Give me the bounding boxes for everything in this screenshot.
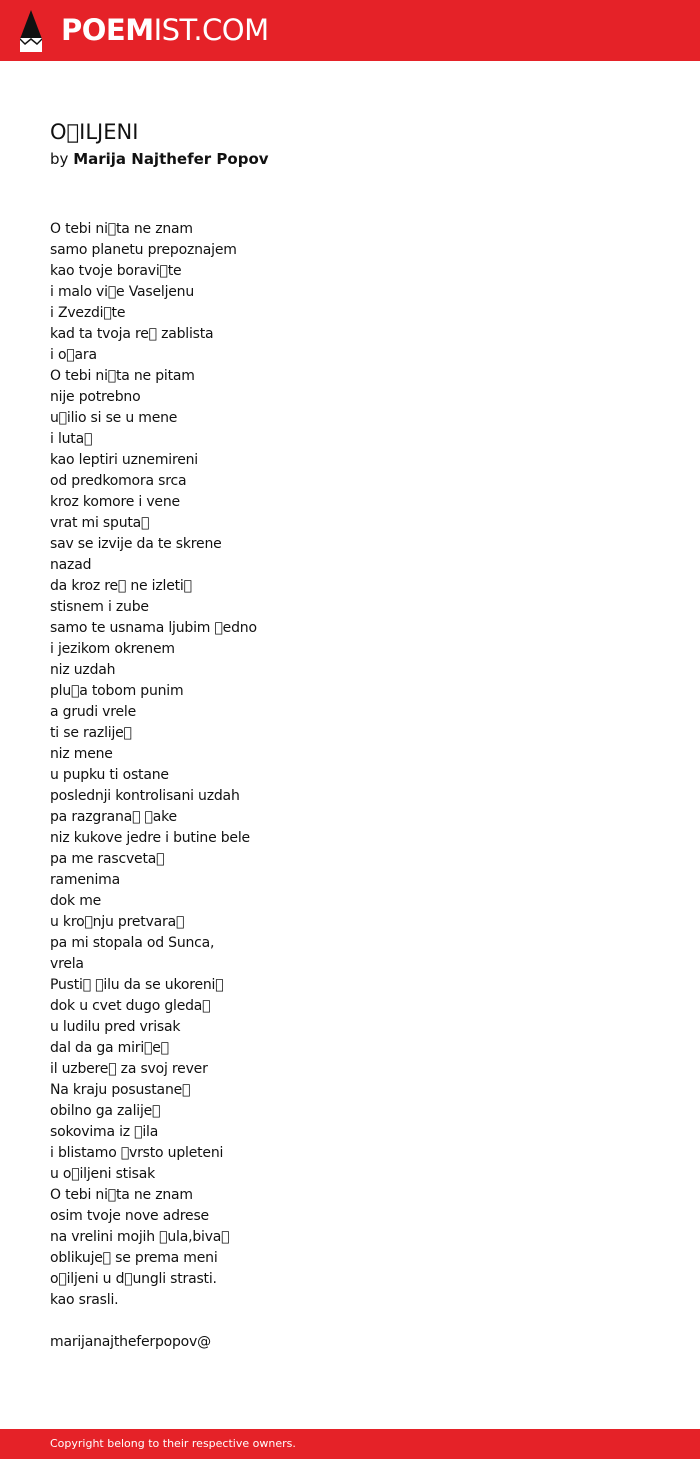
poem-line: O tebi ni ta ne znam bbox=[50, 1187, 193, 1203]
poem-line: i malo vi e Vaseljenu bbox=[50, 284, 195, 300]
poem-line: i Zvezdi te bbox=[50, 305, 126, 321]
site-header bbox=[0, 0, 700, 61]
poem-line: osim tvoje nove adrese bbox=[50, 1208, 209, 1224]
poem-line: kao tvoje boravi te bbox=[50, 263, 182, 279]
poem-line: sav se izvije da te skrene bbox=[50, 536, 222, 552]
poem-line: sokovima iz  ila bbox=[50, 1124, 159, 1140]
poem-line: pa razgrana   ake bbox=[50, 809, 177, 825]
poem-stanza-break bbox=[50, 1311, 257, 1332]
site-logo-text[interactable] bbox=[61, 11, 269, 49]
poem-line: samo te usnama ljubim  edno bbox=[50, 620, 257, 636]
poem-line: u pupku ti ostane bbox=[50, 767, 169, 783]
poem-line: kao srasli. bbox=[50, 1292, 119, 1308]
site-footer bbox=[0, 1429, 700, 1459]
poem-line: pa me rascveta  bbox=[50, 851, 165, 867]
poem-line: u ludilu pred vrisak bbox=[50, 1019, 181, 1035]
poem-line: niz kukove jedre i butine bele bbox=[50, 830, 250, 846]
brand-bold-part: POEM bbox=[61, 13, 154, 47]
poem-line: dok u cvet dugo gleda  bbox=[50, 998, 211, 1014]
poem-line: a grudi vrele bbox=[50, 704, 137, 720]
poem-line: vrela bbox=[50, 956, 84, 972]
poem-line: dok me bbox=[50, 893, 102, 909]
poem-line: niz mene bbox=[50, 746, 113, 762]
poem-line: u ilio si se u mene bbox=[50, 410, 178, 426]
poem-author: Marija Najthefer Popov bbox=[73, 150, 269, 168]
poem-line: il uzbere  za svoj rever bbox=[50, 1061, 208, 1077]
poem-line: marijanajtheferpopov@ bbox=[50, 1334, 211, 1350]
poem-line: nazad bbox=[50, 557, 92, 573]
poem-line: obilno ga zalije  bbox=[50, 1103, 161, 1119]
poem-line: plu a tobom punim bbox=[50, 683, 184, 699]
poem-byline bbox=[50, 148, 269, 170]
poem-line: O tebi ni ta ne znam bbox=[50, 221, 193, 237]
poem-line: kad ta tvoja re  zablista bbox=[50, 326, 214, 342]
poem-line: o iljeni u d ungli strasti. bbox=[50, 1271, 217, 1287]
poem-line: od predkomora srca bbox=[50, 473, 187, 489]
poem-line: O tebi ni ta ne pitam bbox=[50, 368, 195, 384]
poem-line: ti se razlije  bbox=[50, 725, 132, 741]
poem-line: nije potrebno bbox=[50, 389, 141, 405]
poem-title: O ILJENI bbox=[50, 120, 139, 144]
poem-line: i o ara bbox=[50, 347, 97, 363]
poem-line: u kro nju pretvara  bbox=[50, 914, 185, 930]
poem-line: vrat mi sputa  bbox=[50, 515, 150, 531]
pencil-tip-icon[interactable] bbox=[18, 9, 44, 53]
poem-line: i luta  bbox=[50, 431, 93, 447]
poem-line: stisnem i zube bbox=[50, 599, 149, 615]
poem-line: i blistamo  vrsto upleteni bbox=[50, 1145, 224, 1161]
poem-line: poslednji kontrolisani uzdah bbox=[50, 788, 240, 804]
by-label: by bbox=[50, 150, 69, 168]
brand-light-part: IST.COM bbox=[153, 13, 269, 47]
poem-line: u o iljeni stisak bbox=[50, 1166, 156, 1182]
poem-line: i jezikom okrenem bbox=[50, 641, 175, 657]
poem-line: Pusti   ilu da se ukoreni  bbox=[50, 977, 224, 993]
poem-line: dal da ga miri e  bbox=[50, 1040, 169, 1056]
poem-line: pa mi stopala od Sunca, bbox=[50, 935, 215, 951]
copyright-notice: Copyright belong to their respective owners. bbox=[50, 1437, 296, 1450]
poem-line: ramenima bbox=[50, 872, 120, 888]
poem-line: samo planetu prepoznajem bbox=[50, 242, 237, 258]
poem-line: da kroz re  ne izleti  bbox=[50, 578, 192, 594]
poem-body bbox=[50, 219, 257, 1353]
poem-line: na vrelini mojih  ula,biva  bbox=[50, 1229, 230, 1245]
poem-line: oblikuje  se prema meni bbox=[50, 1250, 218, 1266]
poem-line: niz uzdah bbox=[50, 662, 116, 678]
poem-line: kroz komore i vene bbox=[50, 494, 180, 510]
poem-line: Na kraju posustane  bbox=[50, 1082, 191, 1098]
poem-line: kao leptiri uznemireni bbox=[50, 452, 198, 468]
